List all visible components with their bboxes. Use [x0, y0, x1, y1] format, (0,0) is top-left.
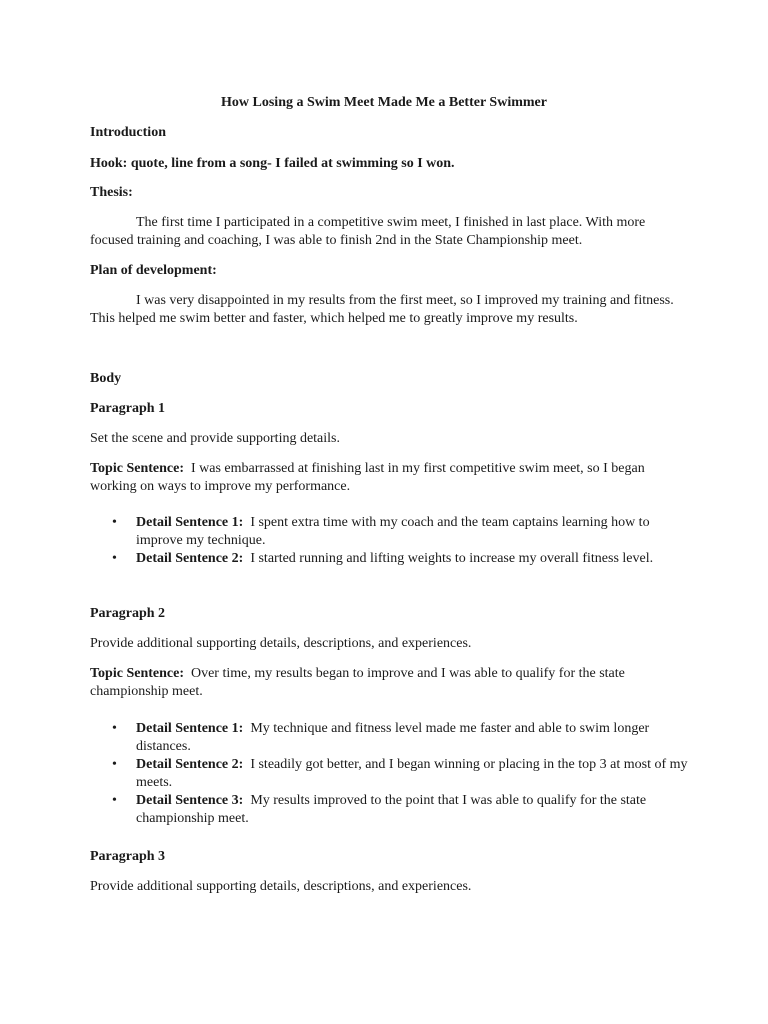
list-item — [90, 514, 690, 550]
detail-label: Detail Sentence 1: — [136, 721, 244, 736]
topic-sentence-label: Topic Sentence: — [90, 666, 184, 681]
thesis-text: The first time I participated in a competitive swim meet, I finished in last place. With more focused training and coaching, I was able to finish 2nd in the State Championship meet. — [90, 215, 646, 248]
plan-label: Plan of development: — [90, 263, 217, 278]
bullet-icon: • — [112, 757, 117, 772]
list-item — [90, 792, 690, 828]
paragraph1-heading: Paragraph 1 — [90, 401, 166, 416]
list-item — [90, 720, 690, 756]
document-title: How Losing a Swim Meet Made Me a Better Swimmer — [221, 95, 547, 110]
bullet-icon: • — [112, 793, 117, 808]
body-heading: Body — [90, 371, 122, 386]
detail-label: Detail Sentence 3: — [136, 793, 244, 808]
plan-text: I was very disappointed in my results from the first meet, so I improved my training and fitness. This helped me swim better and faster, which helped me to greatly improve my results. — [90, 293, 674, 326]
detail-label: Detail Sentence 2: — [136, 757, 244, 772]
introduction-heading: Introduction — [90, 125, 166, 140]
paragraph1-topic — [90, 460, 690, 496]
detail-text: I spent extra time with my coach and the team captains learning how to improve my technique. — [136, 515, 650, 548]
paragraph3-instruction: Provide additional supporting details, descriptions, and experiences. — [90, 879, 472, 894]
paragraph2-topic — [90, 665, 690, 701]
topic-sentence-text: I was embarrassed at finishing last in my first competitive swim meet, so I began working on ways to improve my performance. — [90, 461, 645, 494]
detail-text: I started running and lifting weights to increase my overall fitness level. — [250, 551, 654, 566]
paragraph1-detail-list — [90, 514, 690, 568]
topic-sentence-label: Topic Sentence: — [90, 461, 184, 476]
paragraph3-heading: Paragraph 3 — [90, 849, 166, 864]
bullet-icon: • — [112, 515, 117, 530]
topic-sentence-text: Over time, my results began to improve and I was able to qualify for the state championship meet. — [90, 666, 625, 699]
detail-label: Detail Sentence 2: — [136, 551, 244, 566]
detail-text: My technique and fitness level made me faster and able to swim longer distances. — [136, 721, 650, 754]
detail-text: I steadily got better, and I began winning or placing in the top 3 at most of my meets. — [136, 757, 688, 790]
list-item — [90, 550, 690, 568]
list-item — [90, 756, 690, 792]
paragraph2-detail-list — [90, 720, 690, 828]
paragraph2-instruction: Provide additional supporting details, descriptions, and experiences. — [90, 636, 472, 651]
thesis-label: Thesis: — [90, 185, 133, 200]
detail-label: Detail Sentence 1: — [136, 515, 244, 530]
detail-text: My results improved to the point that I was able to qualify for the state championship meet. — [136, 793, 647, 826]
hook-line: Hook: quote, line from a song- I failed at swimming so I won. — [90, 156, 455, 171]
paragraph2-heading: Paragraph 2 — [90, 606, 166, 621]
paragraph1-instruction: Set the scene and provide supporting details. — [90, 431, 340, 446]
bullet-icon: • — [112, 721, 117, 736]
bullet-icon: • — [112, 551, 117, 566]
